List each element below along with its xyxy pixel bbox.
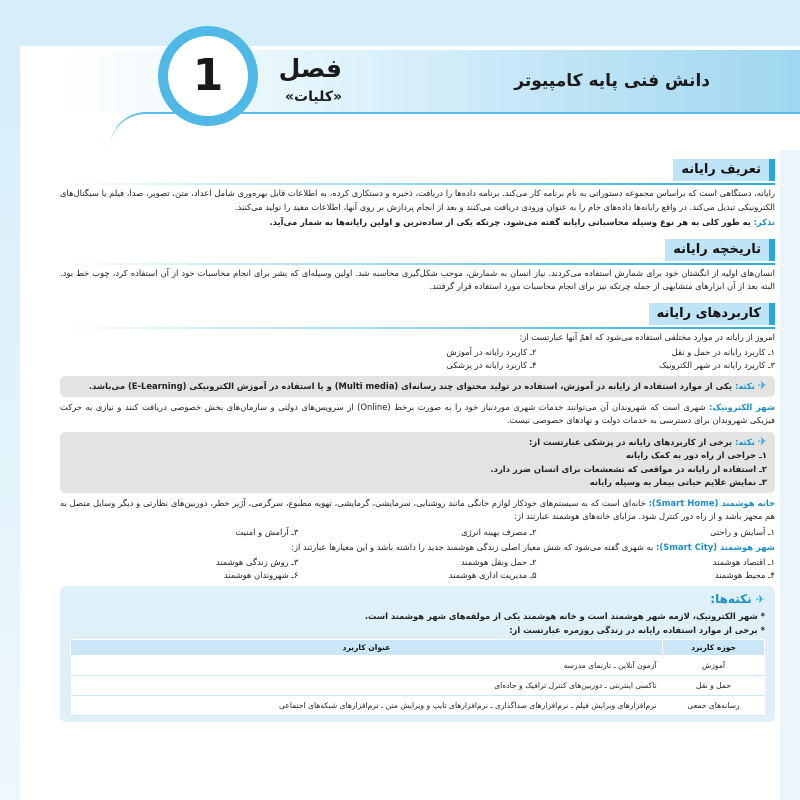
list-item: ۱ـ آسایش و راحتی bbox=[710, 526, 775, 537]
section-rule bbox=[60, 263, 775, 265]
table-cell: حمل و نقل bbox=[663, 676, 765, 696]
note-label: نکته: bbox=[734, 436, 755, 447]
book-title: دانش فنی پایه کامپیوتر bbox=[514, 71, 710, 91]
smarthome-label: خانه هوشمند (Smart Home): bbox=[648, 497, 776, 508]
section-rule bbox=[60, 183, 775, 185]
header-band bbox=[0, 0, 800, 46]
tip-text: به طور کلی به هر نوع وسیله محاسباتی رایانه گفته می‌شود. چرتکه یکی از ساده‌ترین و اولین رایانه‌ها به شمار می‌آید. bbox=[269, 217, 751, 227]
list-item: ۳ـ کاربرد رایانه در شهر الکترونیک bbox=[659, 360, 775, 370]
note-text: یکی از موارد استفاده از رایانه در آموزش، استفاده در تولید محتوای چند رسانه‌ای (Multi media) و یا استفاده در آموزش الکترونیکی (E-Learning) می‌باشد. bbox=[88, 381, 733, 391]
list-item: ۲ـ کاربرد رایانه در آموزش bbox=[446, 347, 537, 357]
smartcity-paragraph bbox=[60, 541, 775, 555]
list-item: ۱ـ کاربرد رایانه در حمل و نقل bbox=[671, 347, 775, 357]
note-box-education bbox=[60, 376, 775, 397]
list-item: ۶ـ شهروندان هوشمند bbox=[223, 570, 299, 580]
table-row bbox=[71, 696, 765, 716]
final-notes-box bbox=[60, 586, 775, 722]
table-row bbox=[71, 676, 765, 696]
smartcity-label: شهر هوشمند (Smart City): bbox=[656, 541, 775, 552]
table-header-field: حوزه کاربرد bbox=[663, 640, 765, 656]
tip-label: تذکر: bbox=[753, 217, 775, 227]
chapter-subtitle: «کلیات» bbox=[285, 89, 342, 105]
table-header-title: عنوان کاربرد bbox=[71, 640, 663, 656]
note-box-medicine bbox=[60, 432, 775, 493]
smarthome-text: خانه‌ای است که به سیستم‌های خودکار لوازم خانگی مانند روشنایی، سرمایشی، گرمایشی، تهویه مطبوع، سرگرمی، آژیر خطر، دوربین‌های نظارتی و دیگر وسایل متصل به هم مجهز باشد و از راه دور کنترل شود. مزایای خانه‌های هوشمند عبارتند از: bbox=[60, 497, 775, 521]
final-note-line: * شهر الکترونیک، لازمه شهر هوشمند است و خانه هوشمند یکی از مولفه‌های شهر هوشمند است. bbox=[364, 611, 765, 621]
note-intro: برخی از کاربردهای رایانه در پزشکی عبارتست از: bbox=[529, 436, 733, 447]
paper-plane-icon: ✈ bbox=[757, 379, 767, 392]
ecity-paragraph bbox=[60, 401, 775, 428]
list-item: ۴ـ محیط هوشمند bbox=[714, 570, 775, 580]
final-notes-title: ✈ نکته‌ها: bbox=[710, 592, 765, 606]
history-body: انسان‌های اولیه از انگشتان خود برای شمارش استفاده می‌کردند. نیاز انسان به شمارش، موجب شکل‌گیری محاسبه شد. اولین وسیله‌ای که بشر برای انجام محاسبات خود از آن استفاده کرد، چوب خط بود. البته بعد از آن ابزارهای متشابهی از جمله چرتکه نیز برای انجام محاسبات مورد استفاده قرار گرفتند. bbox=[60, 267, 775, 291]
section-rule bbox=[60, 327, 775, 329]
table-cell: نرم‌افزارهای ویرایش فیلم ـ نرم‌افزارهای صداگذاری ـ نرم‌افزارهای تایپ و ویرایش متن ـ نرم‌افزارهای شبکه‌های اجتماعی bbox=[71, 696, 663, 716]
chapter-word: فصل bbox=[278, 54, 342, 83]
ecity-text: شهری است که شهروندان آن می‌توانند خدمات شهری موردنیاز خود را به صورت برخط (Online) از سرویس‌های دولتی و سازمان‌های بخش خصوصی دریافت کنند و نیازی به حرکت فیزیکی شهروندان برای دسترسی به خدمات دولت و نهادهای خصوصی نیست. bbox=[60, 401, 775, 425]
usage-table bbox=[70, 639, 765, 716]
list-item: ۱ـ اقتصاد هوشمند bbox=[712, 557, 775, 567]
left-side-band bbox=[0, 46, 20, 800]
smarthome-paragraph bbox=[60, 497, 775, 524]
right-side-band bbox=[780, 150, 800, 800]
section-title-history: تاریخچه رایانه bbox=[60, 238, 775, 261]
list-item: ۳ـ روش زندگی هوشمند bbox=[215, 557, 299, 567]
smartcity-text: به شهری گفته می‌شود که شش معیار اصلی زندگی هوشمند جدید را داشته باشد و این معیارها عبارتند از: bbox=[291, 541, 654, 552]
section-title-definition: تعریف رایانه bbox=[60, 158, 775, 181]
list-item: ۲ـ حمل ونقل هوشمند bbox=[460, 557, 537, 567]
main-content bbox=[60, 150, 775, 722]
list-item: ۲ـ استفاده از رایانه در مواقعی که تشعشعات برای انسان ضرر دارد. bbox=[490, 463, 767, 474]
table-cell: تاکسی اینترنتی ـ دوربین‌های کنترل ترافیک و جاده‌ای bbox=[71, 676, 663, 696]
smarthome-list bbox=[60, 526, 775, 539]
smartcity-list bbox=[60, 556, 775, 582]
list-item: ۳ـ نمایش علایم حیاتی بیمار به وسیله رایانه bbox=[589, 477, 767, 487]
list-item: ۳ـ آرامش و امنیت bbox=[235, 526, 299, 537]
definition-tip bbox=[60, 216, 775, 230]
list-item: ۱ـ جراحی از راه دور به کمک رایانه bbox=[625, 450, 767, 460]
definition-body: رایانه، دستگاهی است که براساس مجموعه دستوراتی به نام برنامه کار می‌کند. برنامه داده‌ها را دریافت، ذخیره و دستکاری کرده، به اطلاعات قابل بهره‌وری شامل اعداد، متن، تصویر، صدا، فیلم یا سیگنال‌های الکترونیکی تبدیل می‌کند. در واقع رایانه‌ها داده‌های خام را به عنوان ورودی دریافت می‌کنند و بعد از انجام پردازش بر روی آنها، اطلاعات مفید را تولید می‌کنند. bbox=[60, 188, 775, 212]
list-item: ۵ـ مدیریت اداری هوشمند bbox=[448, 570, 537, 580]
final-note-line: * برخی از موارد استفاده رایانه در زندگی روزمره عبارتست از: bbox=[509, 624, 765, 635]
list-item: ۲ـ مصرف بهینه انرژی bbox=[461, 526, 537, 537]
applications-list bbox=[60, 346, 775, 372]
note-label: نکته: bbox=[734, 381, 755, 391]
table-cell: آزمون آنلاین ـ تارنمای مدرسه bbox=[71, 656, 663, 676]
table-cell: رسانه‌های جمعی bbox=[663, 696, 765, 716]
applications-intro: امروز از رایانه در موارد مختلفی استفاده می‌شود که اهمّ آنها عبارتست از: bbox=[519, 331, 775, 342]
ecity-label: شهر الکترونیک: bbox=[709, 401, 775, 412]
list-item: ۴ـ کاربرد رایانه در پزشکی bbox=[446, 360, 537, 370]
table-row bbox=[71, 656, 765, 676]
table-cell: آموزش bbox=[663, 656, 765, 676]
chapter-number: 1 bbox=[168, 36, 248, 116]
paper-plane-icon: ✈ bbox=[757, 434, 767, 448]
section-title-applications: کاربردهای رایانه bbox=[60, 302, 775, 325]
paper-plane-icon: ✈ bbox=[755, 593, 765, 606]
